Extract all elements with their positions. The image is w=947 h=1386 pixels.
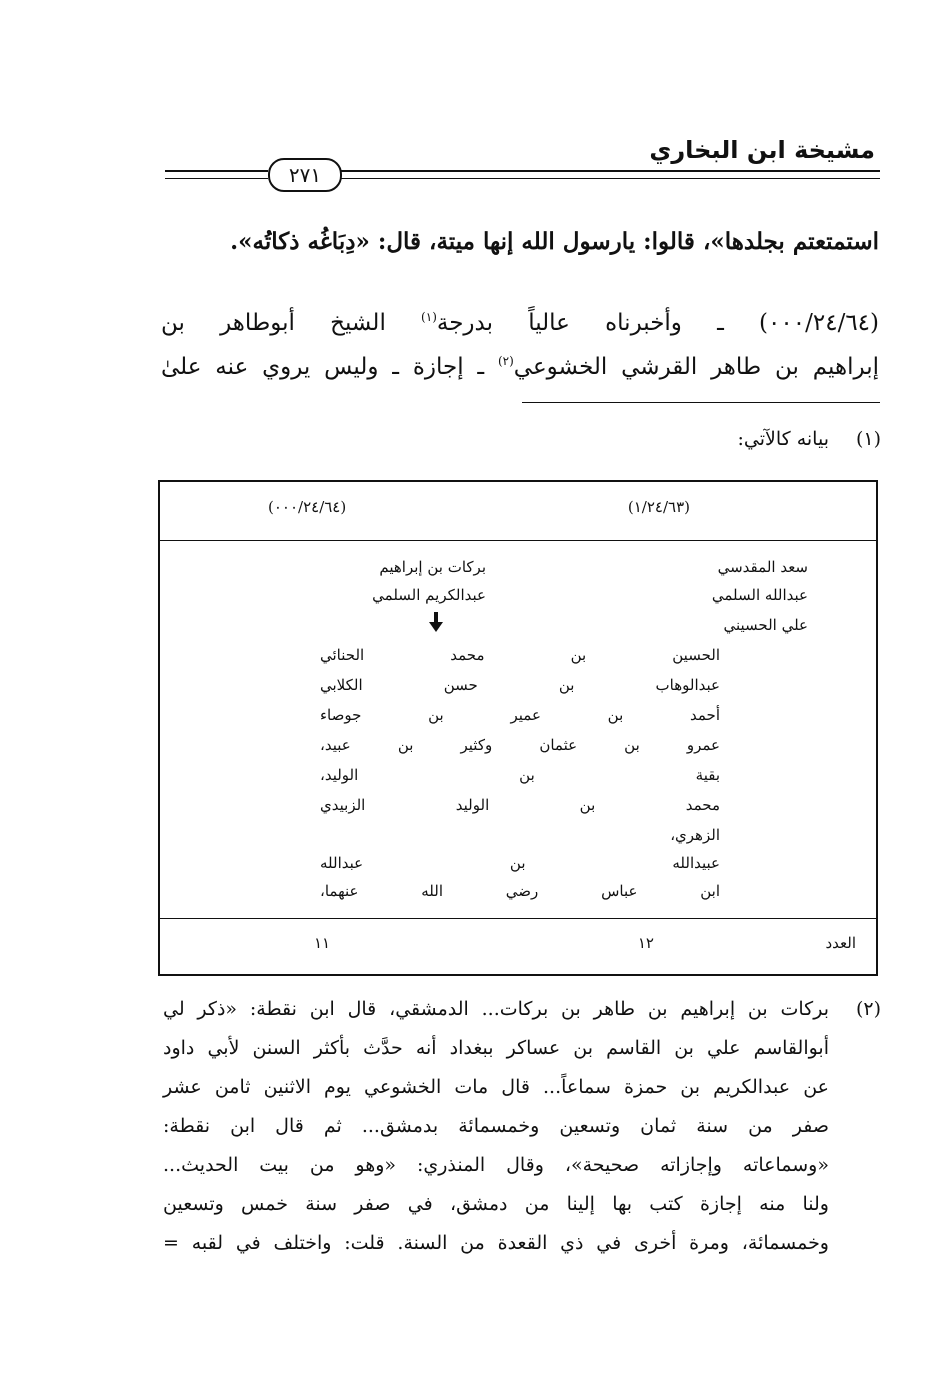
col-head-right: (١/٢٤/٦٣) xyxy=(627,498,690,516)
footnote-ref-2: (٢) xyxy=(497,354,514,368)
footnote-ref-1: (١) xyxy=(421,310,437,324)
body-line-2 xyxy=(161,310,879,336)
body-line-2-b: الشيخ أبوطاهر بن xyxy=(161,310,422,336)
shared-chain-7: الزهري، xyxy=(670,826,720,844)
right-chain-2: عبدالله السلمي xyxy=(711,586,808,604)
footnote-1-text: بيانه كالآتي: xyxy=(737,428,829,450)
header-rule-right-top xyxy=(340,170,880,172)
shared-chain-9: ابن عباس رضي الله عنهما، xyxy=(320,882,720,900)
col-head-left: (٠٠٠/٢٤/٦٤) xyxy=(268,498,347,516)
header-rule-left-bottom xyxy=(165,178,268,179)
shared-chain-6: محمد بن الوليد الزبيدي xyxy=(320,796,720,814)
header-rule-right-bottom xyxy=(340,178,880,179)
footnote-2-line-4: صفر من سنة ثمان وتسعين وخمسمائة بدمشق... ثم قال ابن نقطة: xyxy=(163,1115,829,1137)
footnote-2-line-5: «وسماعاته وإجازاته صحيحة»، وقال المنذري: «وهو من بيت الحديث... xyxy=(163,1154,829,1176)
running-title: مشيخة ابن البخاري xyxy=(649,136,875,164)
shared-chain-1: الحسين بن محمد الحنائي xyxy=(320,646,720,664)
right-chain-1: سعد المقدسي xyxy=(717,558,808,576)
footnote-2-line-2: أبوالقاسم علي بن القاسم بن عساكر ببغداد أنه حدَّث بأكثر السنن لأبي داود xyxy=(163,1037,829,1059)
body-line-2-a: (٠٠٠/٢٤/٦٤) ـ وأخبرناه عالياً بدرجة xyxy=(436,310,880,336)
count-label: العدد xyxy=(825,934,856,952)
shared-chain-2: عبدالوهاب بن حسن الكلابي xyxy=(320,676,720,694)
count-right: ١٢ xyxy=(637,934,654,952)
footnote-1-number: (١) xyxy=(855,428,881,450)
left-chain-2: عبدالكريم السلمي xyxy=(372,586,486,604)
footnote-2-line-7: وخمسمائة، ومرة أخرى في ذي القعدة من السنة. قلت: واختلف في لقبه = xyxy=(163,1232,829,1254)
footnote-2-line-6: ولنا منه إجازة كتب بها إلينا من دمشق، في صفر سنة خمس وتسعين xyxy=(163,1193,829,1215)
shared-chain-4: عمرو بن عثمان وكثير بن عبيد، xyxy=(320,736,720,754)
shared-chain-3: أحمد بن عمير بن جوصاء xyxy=(320,706,720,724)
page-number: ٢٧١ xyxy=(268,158,342,192)
body-line-3-a: إبراهيم بن طاهر القرشي الخشوعي xyxy=(513,354,879,380)
body-line-3 xyxy=(161,354,879,380)
footnote-2-number: (٢) xyxy=(855,998,881,1020)
footnote-2-line-3: عن عبدالكريم بن حمزة سماعاً... قال مات الخشوعي يوم الاثنين ثامن عشر xyxy=(163,1076,829,1098)
right-chain-3: علي الحسيني xyxy=(723,616,808,634)
body-line-3-b: ـ إجازة ـ وليس يروي عنه علىٰ xyxy=(161,354,498,380)
table-header-separator xyxy=(160,540,876,541)
shared-chain-5: بقية بن الوليد، xyxy=(320,766,720,784)
arrow-down-icon xyxy=(428,612,444,632)
count-left: ١١ xyxy=(314,934,331,952)
shared-chain-8: عبيدالله بن عبدالله xyxy=(320,854,720,872)
left-chain-1: بركات بن إبراهيم xyxy=(379,558,486,576)
header-rule-left-top xyxy=(165,170,268,172)
footnote-2-line-1: بركات بن إبراهيم بن طاهر بن بركات... الدمشقي، قال ابن نقطة: «ذكر لي xyxy=(163,998,829,1020)
body-line-1: استمتعتم بجلدها»، قالوا: يارسول الله إنها ميتة، قال: «دِبَاغُه ذكاتُه». xyxy=(230,228,879,255)
isnad-table xyxy=(158,480,878,976)
footnote-separator xyxy=(522,402,880,403)
table-footer-separator xyxy=(160,918,876,919)
